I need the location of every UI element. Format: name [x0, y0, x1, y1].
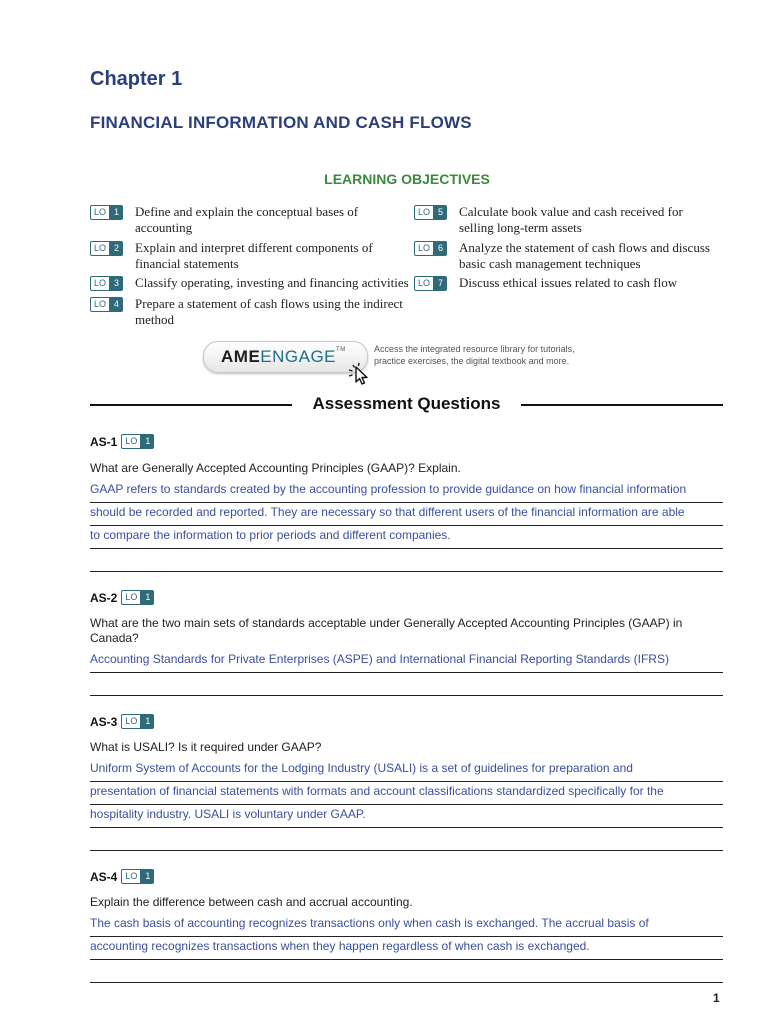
- answer-line: [90, 828, 723, 851]
- question-id: AS-4 LO 1: [90, 869, 154, 884]
- answer-line: The cash basis of accounting recognizes transactions only when cash is exchanged. The accrual basis of: [90, 914, 723, 937]
- divider: [90, 404, 292, 406]
- answer-line: presentation of financial statements with formats and account classifications standardized specifically for the: [90, 782, 723, 805]
- learning-objective-3: [90, 275, 410, 291]
- chapter-label: Chapter 1: [90, 68, 183, 90]
- divider: [521, 404, 723, 406]
- lo-badge: LO 6: [414, 241, 447, 256]
- lo-badge: LO 1: [121, 434, 154, 449]
- question-text: What is USALI? Is it required under GAAP?: [90, 740, 322, 754]
- answer-line: should be recorded and reported. They are necessary so that different users of the financial information are able: [90, 503, 723, 526]
- objective-text: Calculate book value and cash received for selling long-term assets: [459, 204, 683, 235]
- objective-text: Explain and interpret different components of financial statements: [135, 240, 373, 271]
- objective-text: Prepare a statement of cash flows using the indirect method: [135, 296, 403, 327]
- objective-text: Analyze the statement of cash flows and discuss basic cash management techniques: [459, 240, 710, 271]
- learning-objective-7: [414, 275, 734, 291]
- answer-line: accounting recognizes transactions when they happen regardless of when cash is exchanged.: [90, 937, 723, 960]
- lo-badge: LO 1: [121, 869, 154, 884]
- lo-badge: LO 1: [90, 205, 123, 220]
- question-text: What are the two main sets of standards acceptable under Generally Accepted Accounting Principles (GAAP) in Canada?: [90, 616, 683, 645]
- objective-text: Discuss ethical issues related to cash flow: [459, 275, 678, 290]
- answer-line: [90, 960, 723, 983]
- lo-badge: LO 2: [90, 241, 123, 256]
- answer-line: Uniform System of Accounts for the Lodging Industry (USALI) is a set of guidelines for preparation and: [90, 759, 723, 782]
- objective-text: Define and explain the conceptual bases of accounting: [135, 204, 359, 235]
- page-number: 1: [713, 991, 720, 1005]
- ame-engage-description: Access the integrated resource library for tutorials, practice exercises, the digital textbook and more.: [374, 344, 575, 366]
- cursor-click-icon: [346, 362, 372, 386]
- ame-engage-logo: AMEENGAGE™: [221, 347, 346, 366]
- question-id: AS-1 LO 1: [90, 434, 154, 449]
- learning-objective-2: [90, 240, 400, 272]
- lo-badge: LO 5: [414, 205, 447, 220]
- answer-line: [90, 673, 723, 696]
- lo-badge: LO 3: [90, 276, 123, 291]
- learning-objective-4: [90, 296, 410, 328]
- learning-objective-1: [90, 204, 400, 236]
- question-text: Explain the difference between cash and accrual accounting.: [90, 895, 413, 909]
- question-id: AS-2 LO 1: [90, 590, 154, 605]
- learning-objective-5: [414, 204, 719, 236]
- lo-badge: LO 4: [90, 297, 123, 312]
- learning-objective-6: [414, 240, 734, 272]
- objective-text: Classify operating, investing and financing activities: [135, 275, 409, 290]
- question-text: What are Generally Accepted Accounting Principles (GAAP)? Explain.: [90, 461, 461, 475]
- question-id: AS-3 LO 1: [90, 714, 154, 729]
- answer-line: Accounting Standards for Private Enterprises (ASPE) and International Financial Reporting Standards (IFRS): [90, 650, 723, 673]
- answer-line: GAAP refers to standards created by the accounting profession to provide guidance on how financial information: [90, 480, 723, 503]
- chapter-title: FINANCIAL INFORMATION AND CASH FLOWS: [90, 113, 472, 132]
- learning-objectives-heading: LEARNING OBJECTIVES: [324, 171, 490, 187]
- lo-badge: LO 1: [121, 714, 154, 729]
- answer-line: hospitality industry. USALI is voluntary under GAAP.: [90, 805, 723, 828]
- lo-badge: LO 7: [414, 276, 447, 291]
- assessment-questions-heading: Assessment Questions: [312, 394, 501, 413]
- answer-line: to compare the information to prior periods and different companies.: [90, 526, 723, 549]
- lo-badge: LO 1: [121, 590, 154, 605]
- answer-line: [90, 549, 723, 572]
